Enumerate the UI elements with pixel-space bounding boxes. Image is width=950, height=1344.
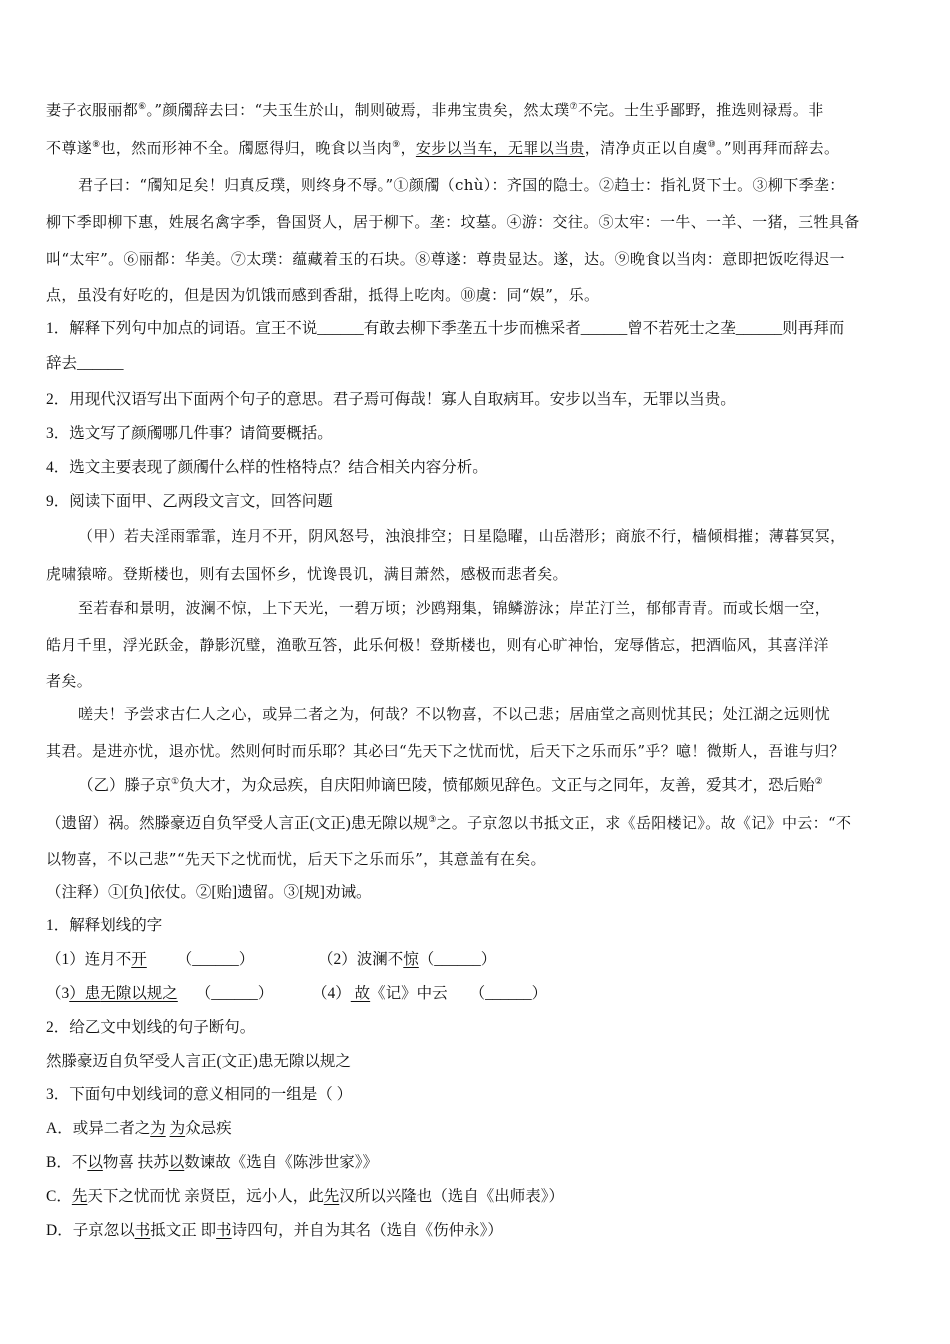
passage-line: 君子曰：“斶知足矣！归真反璞，则终身不辱。”①颜斶（chù）：齐国的隐士。②趋士：指礼贤下士。③柳下季垄：	[78, 176, 845, 194]
passage-jia-line: 其君。是进亦忧，退亦忧。然则何时而乐耶？其必曰“先天下之忧而忧，后天下之乐而乐”乎？噫！微斯人，吾谁与归？	[46, 742, 845, 760]
option-a: A．或异二者之为 为众忌疾	[46, 1120, 232, 1137]
question-3: 3．选文写了颜斶哪几件事？请简要概括。	[46, 425, 333, 442]
sub-question-1-items	[46, 983, 910, 1005]
passage-yi-line: （乙）滕子京①负大才，为众忌疾，自庆阳帅谪巴陵，愤郁颇见辞色。文正与之同年，友善，爱其才，恐后贻②	[78, 776, 823, 794]
item-4: （4） 故《记》中云 （______）	[312, 985, 548, 1002]
passage-jia-line: 虎啸猿啼。登斯楼也，则有去国怀乡，忧谗畏讥，满目萧然，感极而悲者矣。	[46, 565, 568, 583]
question-1: 1．解释下列句中加点的词语。宣王不说______有敢去柳下季垄五十步而樵采者______曾不若死士之垄______则再拜而	[46, 320, 845, 337]
passage-line: 不尊遂⑧也，然而形神不全。斶愿得归，晚食以当肉⑨，安步以当车，无罪以当贵，清净贞正以自虞⑩。”则再拜而辞去。	[46, 139, 840, 157]
passage-yi-line: 以物喜，不以己悲”“先天下之忧而忧，后天下之乐而乐”，其意盖有在矣。	[46, 850, 546, 868]
passage-jia-line: （甲）若夫淫雨霏霏，连月不开，阴风怒号，浊浪排空；日星隐曜，山岳潜形；商旅不行，樯倾楫摧；薄暮冥冥，	[78, 527, 846, 545]
question-9-title: 9．阅读下面甲、乙两段文言文，回答问题	[46, 493, 333, 510]
question-4: 4．选文主要表现了颜斶什么样的性格特点？结合相关内容分析。	[46, 459, 488, 476]
passage-line: 妻子衣服丽都⑥。”颜斶辞去曰：“夫玉生於山，制则破焉，非弗宝贵矣，然太璞⑦不完。士生乎鄙野，推选则禄焉。非	[46, 101, 824, 119]
annotation-line: 点，虽没有好吃的，但是因为饥饿而感到香甜，抵得上吃肉。⑩虞：同“娱”，乐。	[46, 286, 600, 304]
option-b: B．不以物喜 扶苏以数谏故《选自《陈涉世家》》	[46, 1154, 379, 1171]
sub-question-3: 3．下面句中划线词的意义相同的一组是（ ）	[46, 1086, 353, 1103]
annotation-line: 叫“太牢”。⑥丽都：华美。⑦太璞：蕴藏着玉的石块。⑧尊遂：尊贵显达。遂，达。⑨晚食以当肉：意即把饭吃得迟一	[46, 250, 845, 268]
item-3: （3）患无隙以规之 （______）	[46, 985, 274, 1002]
sentence-to-punctuate: 然滕豪迈自负罕受人言正(文正)患无隙以规之	[46, 1053, 351, 1070]
passage-jia-line: 至若春和景明，波澜不惊，上下天光，一碧万顷；沙鸥翔集，锦鳞游泳；岸芷汀兰，郁郁青青。而或长烟一空，	[78, 599, 831, 617]
sub-question-1-items	[46, 949, 910, 971]
item-2: （2）波澜不惊（______）	[318, 951, 497, 968]
underlined-phrase: 安步以当车，无罪以当贵	[415, 139, 585, 157]
sub-question-1: 1．解释划线的字	[46, 917, 163, 934]
option-c: C．先天下之忧而忧 亲贤臣，远小人，此先汉所以兴隆也（选自《出师表》）	[46, 1188, 565, 1205]
option-d: D．子京忽以书抵文正 即书诗四句，并自为其名（选自《伤仲永》）	[46, 1222, 503, 1239]
notes: （注释）①[负]依仗。②[贻]遗留。③[规]劝诫。	[46, 884, 372, 901]
passage-jia-line: 皓月千里，浮光跃金，静影沉璧，渔歌互答，此乐何极！登斯楼也，则有心旷神怡，宠辱偕忘，把酒临风，其喜洋洋	[46, 636, 829, 654]
question-2: 2．用现代汉语写出下面两个句子的意思。君子焉可侮哉！寡人自取病耳。安步以当车，无罪以当贵。	[46, 391, 736, 408]
sub-question-2: 2．给乙文中划线的句子断句。	[46, 1019, 256, 1036]
annotation-line: 柳下季即柳下惠，姓展名禽字季，鲁国贤人，居于柳下。垄：坟墓。④游：交往。⑤太牢：一牛、一羊、一猪，三牲具备	[46, 213, 860, 231]
passage-jia-line: 者矣。	[46, 672, 93, 690]
question-1-cont: 辞去______	[46, 355, 124, 372]
passage-yi-line: （遗留）祸。然滕豪迈自负罕受人言正(文正)患无隙以规③之。子京忽以书抵文正，求《岳阳楼记》。故《记》中云：“不	[46, 814, 852, 832]
item-1: （1）连月不开 （______）	[46, 951, 255, 968]
passage-jia-line: 嗟夫！予尝求古仁人之心，或异二者之为，何哉？不以物喜，不以己悲；居庙堂之高则忧其民；处江湖之远则忧	[78, 705, 831, 723]
